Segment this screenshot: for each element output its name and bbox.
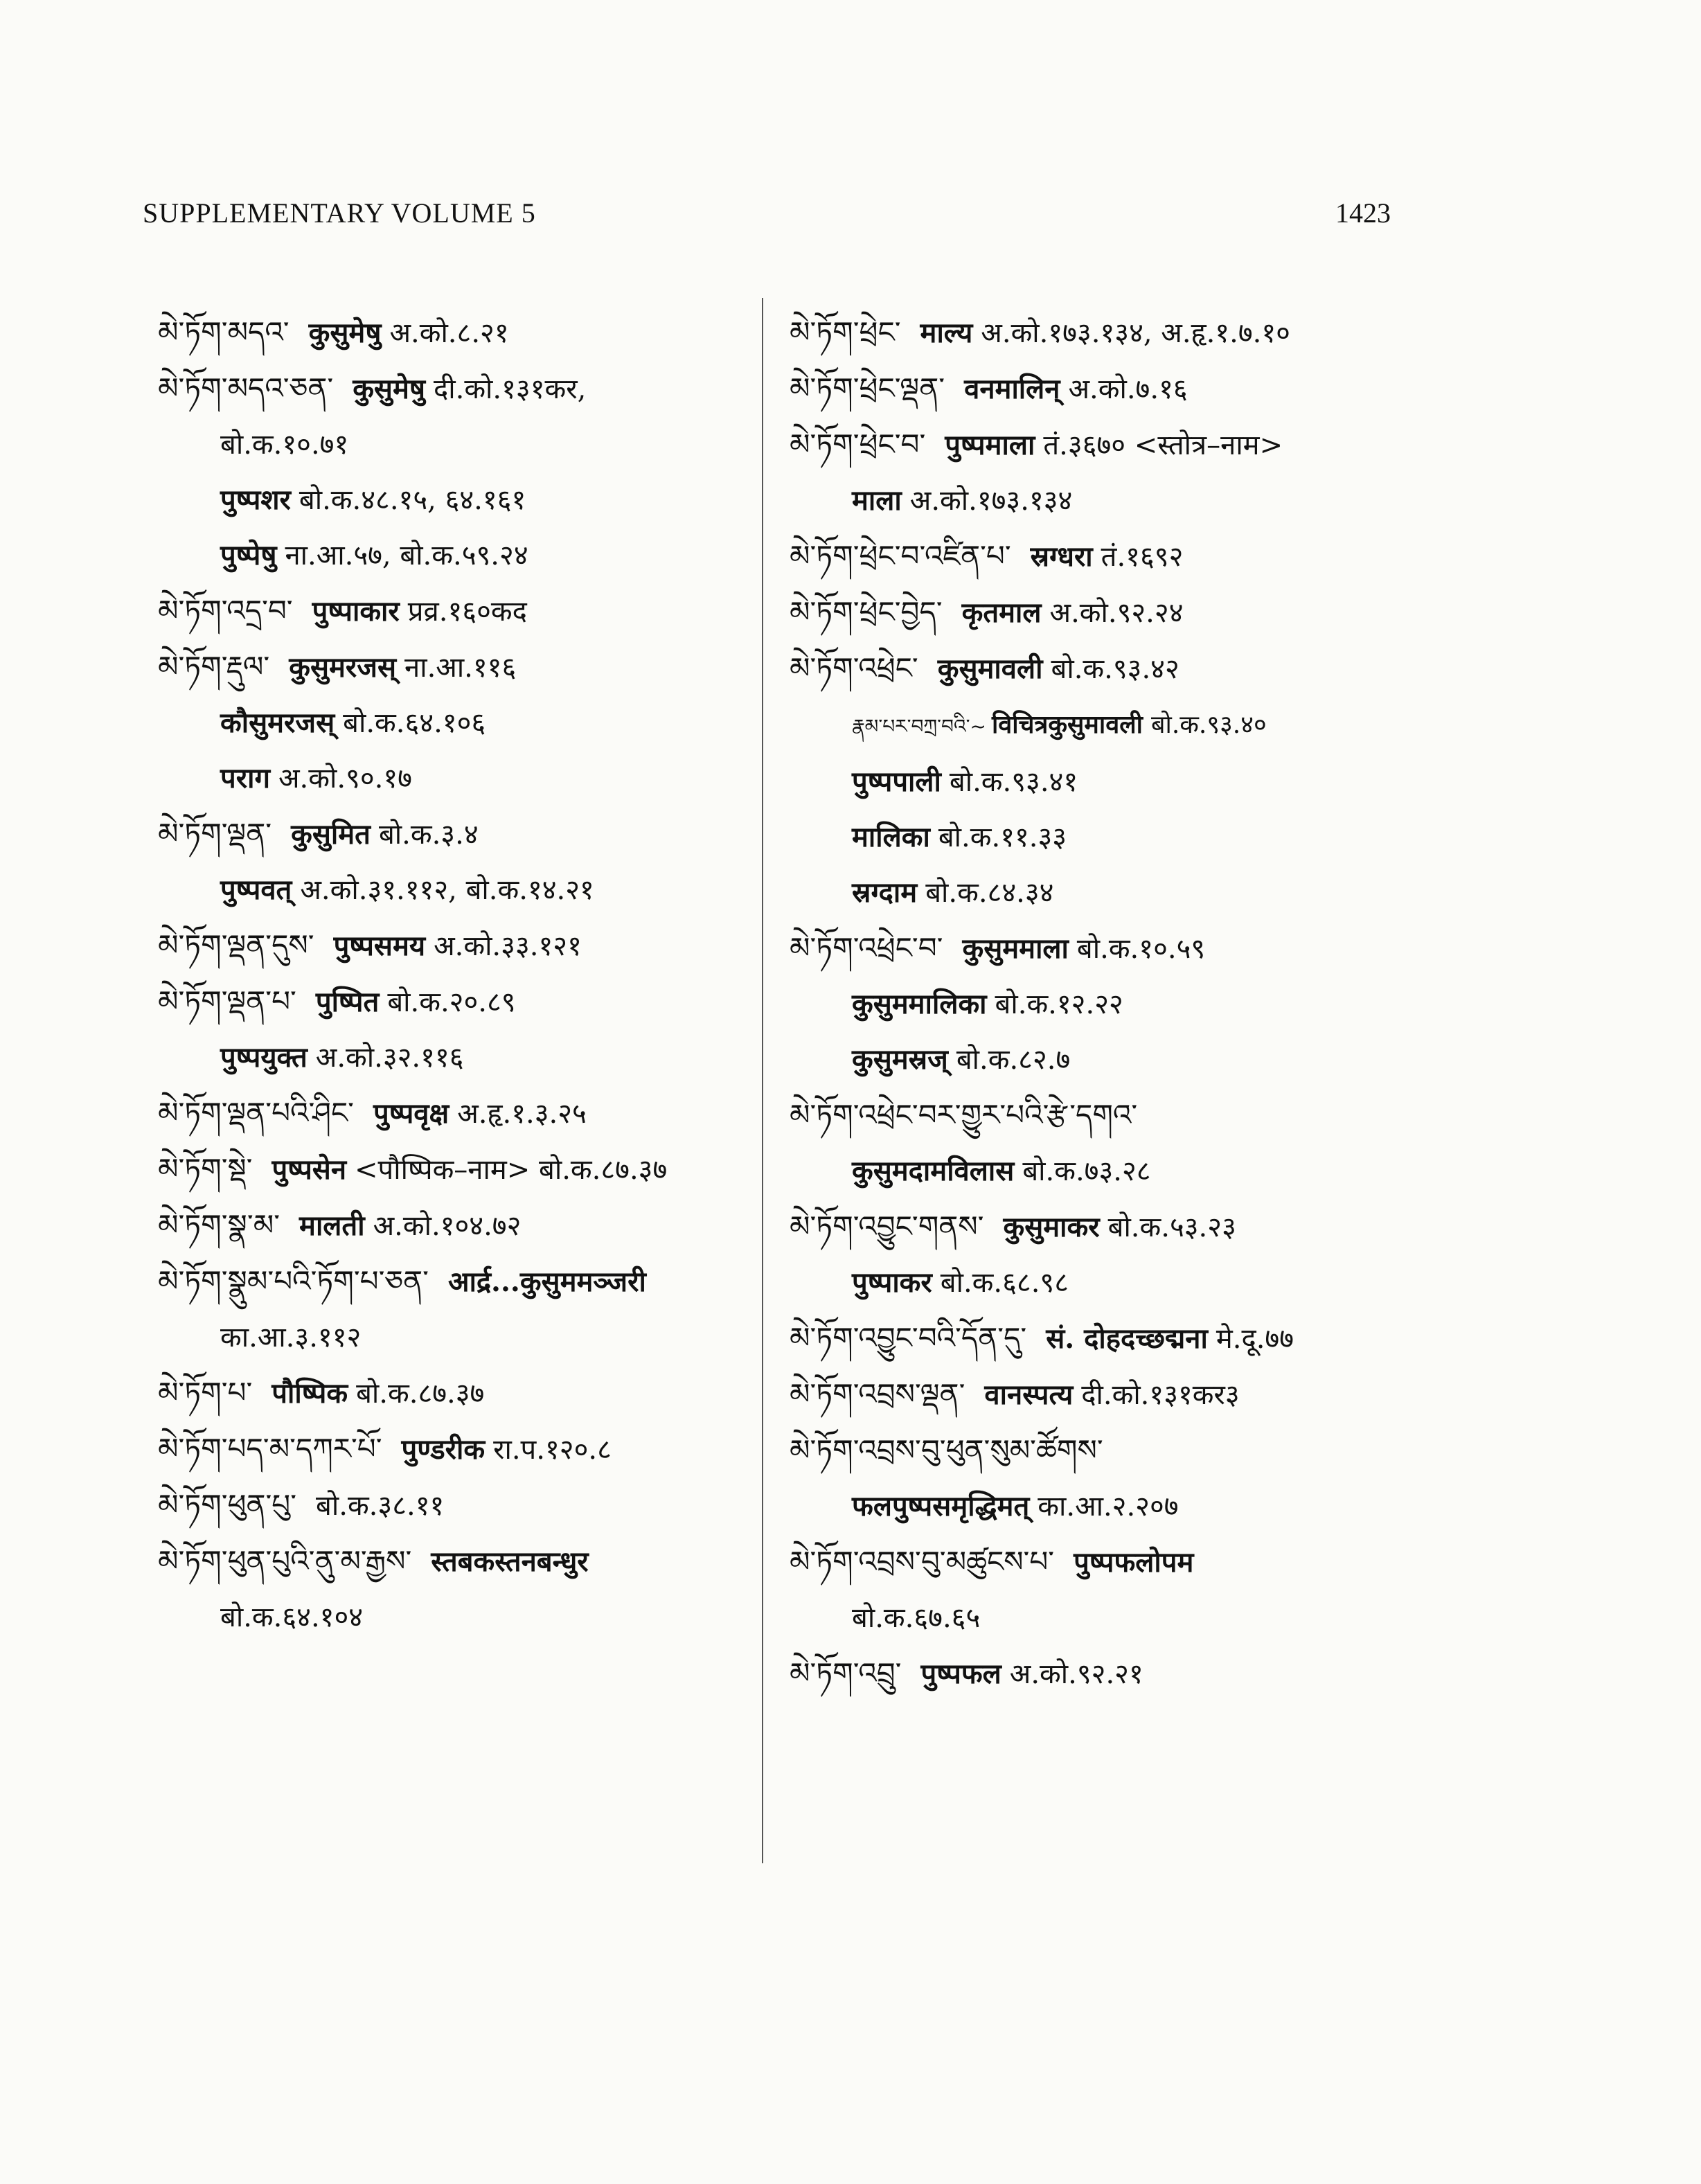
sanskrit-term: कुसुमरजस्: [289, 651, 397, 684]
entry-line: [790, 1479, 1399, 1534]
sanskrit-term: मालती: [299, 1209, 365, 1242]
entry-line: [790, 529, 1399, 585]
column-divider: [762, 298, 763, 1863]
sanskrit-term: पौष्पिक: [271, 1377, 348, 1410]
sanskrit-term: कुसुमावली: [937, 652, 1043, 685]
sanskrit-term: पुष्पमाला: [945, 429, 1035, 461]
reference: बो.क.३.४: [378, 819, 479, 851]
entry-line: [158, 472, 767, 528]
tibetan-headword: མེ་ཏོག་འབྲས་ལྡན་: [790, 1377, 965, 1411]
reference: बो.क.२०.८९: [387, 986, 516, 1018]
sanskrit-term: पुष्पाकार: [312, 595, 400, 628]
entry-line: [158, 974, 767, 1030]
sanskrit-term: स्रग्धरा: [1030, 540, 1093, 573]
entry-line: [790, 1255, 1399, 1311]
tibetan-headword: མེ་ཏོག་ལྡན་དུས་: [158, 928, 314, 962]
tibetan-headword: མེ་ཏོག་མདའ་: [158, 315, 290, 349]
tibetan-headword: མེ་ཏོག་འབྲས་བུ་ཕུན་སུམ་ཚོགས་: [790, 1433, 1103, 1467]
sanskrit-term: पुष्पसमय: [333, 930, 426, 962]
entry-line: [790, 810, 1399, 865]
tibetan-headword: མེ་ཏོག་ལྡན་པའི་ཤིང་: [158, 1096, 354, 1130]
reference: अ.को.१०४.७२: [373, 1210, 522, 1242]
page-number: 1423: [1335, 197, 1391, 229]
entry-line: [158, 1534, 767, 1590]
reference: अ.को.७.१६: [1068, 373, 1188, 405]
sanskrit-term: कुसुमदामविलास: [852, 1155, 1015, 1187]
reference: का.आ.२.२०७: [1037, 1491, 1179, 1522]
entry-line: [158, 1310, 767, 1365]
entry-line: [790, 361, 1399, 417]
sanskrit-term: कुसुममालिका: [852, 988, 987, 1020]
reference: बो.क.१०.७१: [220, 429, 349, 461]
reference: अ.हृ.१.३.२५: [457, 1098, 587, 1130]
entry-line: [158, 1365, 767, 1421]
tibetan-headword: མེ་ཏོག་འཕྲེང་བ་: [790, 931, 943, 965]
tibetan-headword: མེ་ཏོག་འབྱུང་བའི་དོན་དུ་: [790, 1321, 1027, 1355]
reference: अ.को.९०.१७: [278, 763, 412, 794]
entry-line: [158, 1142, 767, 1198]
tibetan-headword: མེ་ཏོག་རྡུལ་: [158, 650, 270, 684]
entry-line: [158, 806, 767, 862]
reference: बो.क.६४.१०४: [220, 1601, 364, 1633]
sanskrit-term: पराग: [220, 762, 270, 794]
tibetan-headword: མེ་ཏོག་ལྡན་པ་: [158, 984, 296, 1018]
sanskrit-term: पुष्पसेन: [271, 1153, 347, 1186]
tibetan-headword: མེ་ཏོག་ཕྲེང་བྱེད་: [790, 595, 943, 629]
reference: मे.दू.७७: [1215, 1323, 1294, 1355]
reference: बो.क.८४.३४: [925, 877, 1054, 909]
entry-line: [790, 305, 1399, 361]
tibetan-headword: མེ་ཏོག་འབྲུ་: [790, 1656, 902, 1690]
reference: अ.को.३१.११२, बो.क.१४.२१: [300, 874, 594, 906]
reference: का.आ.३.११२: [220, 1322, 362, 1353]
entry-line: [790, 641, 1399, 697]
sanskrit-term: पुष्पित: [315, 986, 380, 1018]
sanskrit-term: स्तबकस्तनबन्धुर: [431, 1545, 589, 1578]
left-column: [158, 305, 767, 1645]
tibetan-headword: མེ་ཏོག་པ་: [158, 1376, 253, 1410]
reference: दी.को.१३१कर,: [434, 373, 587, 405]
sanskrit-term: पुष्पफल: [920, 1658, 1001, 1690]
reference: बो.क.६४.१०६: [343, 707, 486, 739]
right-column: [790, 305, 1399, 1702]
entry-line: [790, 1534, 1399, 1590]
sanskrit-term: पुष्पशर: [220, 483, 291, 516]
entry-line: [790, 1144, 1399, 1199]
reference: बो.क.९३.४०: [1150, 711, 1267, 739]
tibetan-headword: མེ་ཏོག་འདྲ་བ་: [158, 594, 293, 628]
reference: अ.को.९२.२४: [1049, 597, 1184, 629]
entry-line: [158, 361, 767, 417]
entry-line: [158, 695, 767, 751]
reference: प्रव्र.१६०कद: [407, 596, 527, 628]
entry-line: [158, 1030, 767, 1085]
sanskrit-term: कुसुमित: [291, 818, 371, 851]
entry-line: [790, 1311, 1399, 1367]
entry-line: [158, 1198, 767, 1254]
reference: बो.क.१२.२२: [995, 988, 1123, 1020]
entry-line: [790, 1590, 1399, 1646]
reference: अ.को.९२.२१: [1009, 1658, 1143, 1690]
reference: बो.क.८७.३७: [356, 1378, 485, 1410]
tibetan-headword: མེ་ཏོག་སྣ་མ་: [158, 1208, 280, 1242]
sanskrit-term: कुसुमेषु: [353, 373, 425, 405]
tibetan-prefix: རྣམ་པར་བཀྲ་བའི་~: [852, 715, 986, 738]
sanskrit-term: माला: [852, 484, 902, 517]
sanskrit-term: कुसुममाला: [962, 932, 1069, 965]
sanskrit-term: पुष्पवत्: [220, 873, 292, 906]
sanskrit-term: कुसुमेषु: [308, 317, 382, 349]
sanskrit-term: कुसुमाकर: [1003, 1211, 1100, 1243]
reference: बो.क.८२.७: [956, 1044, 1071, 1076]
reference: अ.को.१७३.१३४: [909, 485, 1073, 517]
reference: अ.को.३२.११६: [315, 1042, 464, 1074]
entry-line: [790, 921, 1399, 977]
sanskrit-term: पुष्पवृक्ष: [373, 1097, 449, 1130]
tibetan-headword: མེ་ཏོག་ཕུན་པུའི་ནུ་མ་རྒྱས་: [158, 1544, 412, 1578]
entry-line: [158, 1477, 767, 1534]
reference: दी.को.१३१कर३: [1081, 1379, 1240, 1411]
entry-line: [790, 1199, 1399, 1255]
entry-line: [158, 1254, 767, 1310]
entry-line: [790, 1367, 1399, 1423]
sanskrit-term: कौसुमरजस्: [220, 707, 335, 739]
reference: बो.क.६७.६५: [852, 1602, 981, 1634]
tibetan-headword: མེ་ཏོག་ཕྲེང་བ་: [790, 427, 926, 461]
reference: अ.को.८.२१: [389, 317, 509, 349]
sanskrit-term: कृतमाल: [961, 596, 1042, 629]
reference: बो.क.१०.५९: [1076, 933, 1206, 965]
sanskrit-term: पुष्पफलोपम: [1074, 1546, 1194, 1579]
reference: बो.क.११.३३: [938, 822, 1067, 853]
entry-line: [790, 473, 1399, 529]
entry-line: [158, 583, 767, 639]
entry-line: [158, 751, 767, 806]
entry-line: [790, 1032, 1399, 1087]
sanskrit-term: स्रग्दाम: [852, 876, 918, 909]
entry-line: [158, 918, 767, 974]
reference: <पौष्पिक–नाम> बो.क.८७.३७: [355, 1154, 668, 1186]
sanskrit-term: सं. दोहदच्छद्मना: [1046, 1322, 1208, 1355]
reference: बो.क.७३.२८: [1022, 1155, 1151, 1187]
tibetan-headword: མེ་ཏོག་ཕྲེང་: [790, 315, 901, 349]
entry-line: [790, 1087, 1399, 1144]
tibetan-headword: མེ་ཏོག་འཕྲེང་: [790, 651, 918, 685]
tibetan-headword: མེ་ཏོག་འབྱུང་གནས་: [790, 1209, 984, 1243]
entry-line: [790, 977, 1399, 1032]
sanskrit-term: फलपुष्पसमृद्धिमत्: [852, 1490, 1030, 1522]
entry-line: [790, 697, 1399, 754]
tibetan-headword: མེ་ཏོག་སྡེ་: [158, 1152, 253, 1186]
sanskrit-term: माल्य: [920, 317, 973, 349]
reference: बो.क.४८.१५, ६४.१६१: [299, 484, 526, 516]
reference: बो.क.५३.२३: [1107, 1211, 1236, 1243]
tibetan-headword: མེ་ཏོག་སྣུམ་པའི་ཏོག་པ་ཅན་: [158, 1264, 429, 1298]
sanskrit-term: वानस्पत्य: [984, 1378, 1074, 1411]
entry-line: [158, 639, 767, 695]
sanskrit-term: पुष्पयुक्त: [220, 1041, 308, 1074]
reference: तं.३६७० <स्तोत्र–नाम>: [1043, 429, 1283, 461]
sanskrit-term: कुसुमस्रज्: [852, 1043, 948, 1076]
tibetan-headword: མེ་ཏོག་ཕྲེང་ལྡན་: [790, 371, 945, 405]
entry-line: [790, 865, 1399, 921]
entry-line: [158, 417, 767, 472]
entry-line: [790, 1646, 1399, 1702]
tibetan-headword: མེ་ཏོག་ཕུན་པུ་: [158, 1488, 297, 1522]
reference: अ.को.१७३.१३४, अ.हृ.१.७.१०: [981, 317, 1290, 349]
reference: बो.क.९३.४२: [1051, 653, 1179, 685]
sanskrit-term: पुष्पाकर: [852, 1266, 932, 1299]
sanskrit-term: आर्द्र...कुसुममञ्जरी: [447, 1266, 646, 1298]
tibetan-headword: མེ་ཏོག་པད་མ་དཀར་པོ་: [158, 1432, 382, 1466]
reference: तं.१६९२: [1101, 541, 1184, 573]
entry-line: [158, 1085, 767, 1142]
sanskrit-term: पुष्पपाली: [852, 765, 941, 798]
entry-line: [790, 585, 1399, 641]
tibetan-headword: མེ་ཏོག་ཕྲེང་བ་འཛིན་པ་: [790, 539, 1011, 573]
sanskrit-term: वनमालिन्: [964, 373, 1060, 405]
entry-line: [158, 305, 767, 361]
entry-line: [790, 754, 1399, 810]
reference: रा.प.१२०.८: [493, 1434, 612, 1466]
reference: बो.क.६८.९८: [940, 1267, 1069, 1299]
reference: बो.क.९३.४१: [949, 766, 1078, 798]
reference: ना.आ.११६: [404, 652, 517, 684]
entry-line: [158, 528, 767, 583]
reference: अ.को.३३.१२१: [434, 930, 582, 962]
entry-line: [158, 1590, 767, 1645]
sanskrit-term: विचित्रकुसुमावली: [991, 710, 1143, 739]
entry-line: [158, 1421, 767, 1477]
entry-line: [158, 862, 767, 918]
tibetan-headword: མེ་ཏོག་འཕྲེང་བར་གྱུར་པའི་རྩེ་དགའ་: [790, 1098, 1138, 1132]
reference: ना.आ.५७, बो.क.५९.२४: [285, 540, 528, 571]
sanskrit-term: मालिका: [852, 821, 930, 853]
sanskrit-term: पुण्डरीक: [401, 1433, 486, 1466]
tibetan-headword: མེ་ཏོག་མདའ་ཅན་: [158, 371, 334, 405]
running-header: SUPPLEMENTARY VOLUME 5: [143, 197, 536, 229]
tibetan-headword: མེ་ཏོག་ལྡན་: [158, 817, 272, 851]
entry-line: [790, 417, 1399, 473]
tibetan-headword: མེ་ཏོག་འབྲས་བུ་མཚུངས་པ་: [790, 1545, 1055, 1579]
sanskrit-term: पुष्पेषु: [220, 539, 277, 571]
reference: बो.क.३८.११: [316, 1490, 445, 1522]
entry-line: [790, 1423, 1399, 1479]
